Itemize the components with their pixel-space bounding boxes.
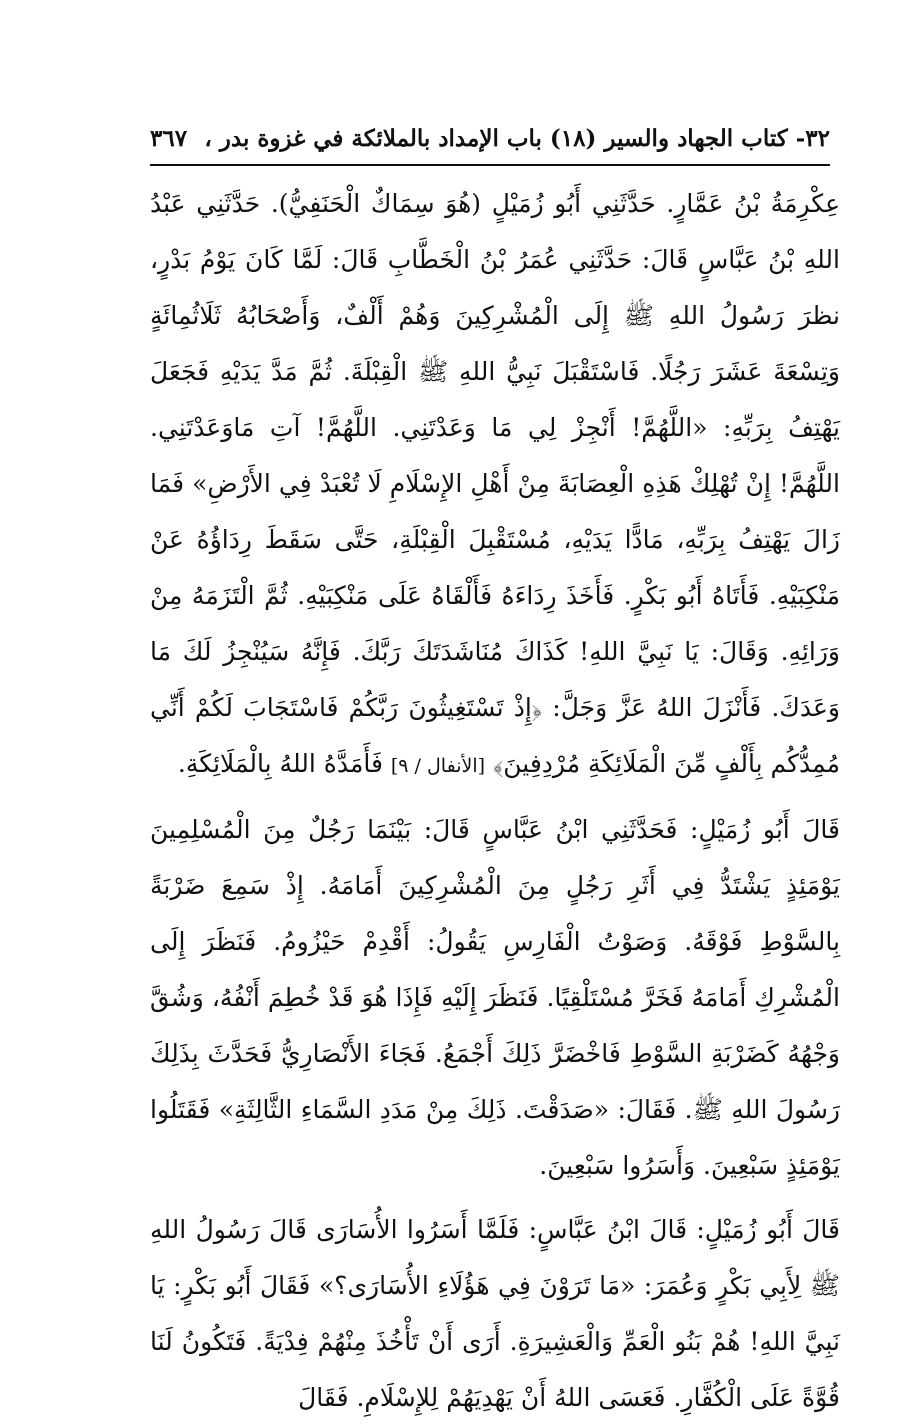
hadith-text (150, 176, 840, 1426)
paragraph-3: قَالَ أَبُو زُمَيْلٍ: قَالَ ابْنُ عَبَّاسٍ: فَلَمَّا أَسَرُوا الأُسَارَى قَالَ رَسُولُ اللهِ ﷺ لِأَبِي بَكْرٍ وَعُمَرَ: «مَا تَرَوْنَ فِي هَؤُلَاءِ الأُسَارَى؟» فَقَالَ أَبُو بَكْرٍ: يَا نَبِيَّ اللهِ! هُمْ بَنُو الْعَمِّ وَالْعَشِيرَةِ. أَرَى أَنْ تَأْخُذَ مِنْهُمْ فِدْيَةً. فَتَكُونُ لَنَا قُوَّةً عَلَى الْكُفَّارِ. فَعَسَى اللهُ أَنْ يَهْدِيَهُمْ لِلإِسْلَامِ. فَقَالَ (150, 1215, 840, 1412)
paragraph-1-ending: فَأَمَدَّهُ اللهُ بِالْمَلَائِكَةِ. (177, 749, 383, 778)
running-header (150, 118, 830, 158)
quran-verse: ﴿إِذْ تَسْتَغِيثُونَ رَبَّكُمْ فَاسْتَجَابَ لَكُمْ أَنِّي مُمِدُّكُم بِأَلْفٍ مِّنَ الْمَلَائِكَةِ مُرْدِفِينَ﴾ (150, 693, 840, 778)
chapter-title: ٣٢- كتاب الجهاد والسير (١٨) باب الإمداد بالملائكة في غزوة بدر ، (204, 124, 830, 152)
paragraph-2: قَالَ أَبُو زُمَيْلٍ: فَحَدَّثَنِي ابْنُ عَبَّاسٍ قَالَ: بَيْنَمَا رَجُلٌ مِنَ الْمُسْلِمِينَ يَوْمَئِذٍ يَشْتَدُّ فِي أَثَرِ رَجُلٍ مِنَ الْمُشْرِكِينَ أَمَامَهُ. إِذْ سَمِعَ ضَرْبَةً بِالسَّوْطِ فَوْقَهُ. وَصَوْتُ الْفَارِسِ يَقُولُ: أَقْدِمْ حَيْزُومُ. فَنَظَرَ إِلَى الْمُشْرِكِ أَمَامَهُ فَخَرَّ مُسْتَلْقِيًا. فَنَظَرَ إِلَيْهِ فَإِذَا هُوَ قَدْ خُطِمَ أَنْفُهُ، وَشُقَّ وَجْهُهُ كَضَرْبَةِ السَّوْطِ فَاخْضَرَّ ذَلِكَ أَجْمَعُ. فَجَاءَ الأَنْصَارِيُّ فَحَدَّثَ بِذَلِكَ رَسُولَ اللهِ ﷺ. فَقَالَ: «صَدَقْتَ. ذَلِكَ مِنْ مَدَدِ السَّمَاءِ الثَّالِثَةِ» فَقَتَلُوا يَوْمَئِذٍ سَبْعِينَ. وَأَسَرُوا سَبْعِينَ. (150, 815, 840, 1180)
header-divider (150, 164, 830, 166)
quran-reference: [الأنفال / ٩] (390, 755, 486, 777)
paragraph-1-text: عِكْرِمَةُ بْنُ عَمَّارٍ. حَدَّثَنِي أَبُو زُمَيْلٍ (هُوَ سِمَاكٌ الْحَنَفِيُّ). حَدَّثَنِي عَبْدُ اللهِ بْنُ عَبَّاسٍ قَالَ: حَدَّثَنِي عُمَرُ بْنُ الْخَطَّابِ قَالَ: لَمَّا كَانَ يَوْمُ بَدْرٍ، نظرَ رَسُولُ اللهِ ﷺ إِلَى الْمُشْرِكِينَ وَهُمْ أَلْفٌ، وَأَصْحَابُهُ ثَلَاثُمِائَةٍ وَتِسْعَةَ عَشَرَ رَجُلًا. فَاسْتَقْبَلَ نَبِيُّ اللهِ ﷺ الْقِبْلَةَ. ثُمَّ مَدَّ يَدَيْهِ فَجَعَلَ يَهْتِفُ بِرَبِّهِ: «اللَّهُمَّ! أَنْجِزْ لِي مَا وَعَدْتَنِي. اللَّهُمَّ! آتِ مَاوَعَدْتَنِي. اللَّهُمَّ! إِنْ تُهْلِكْ هَذِهِ الْعِصَابَةَ مِنْ أَهْلِ الإِسْلَامِ لَا تُعْبَدْ فِي الأَرْضِ» فَمَا زَالَ يَهْتِفُ بِرَبِّهِ، مَادًّا يَدَيْهِ، مُسْتَقْبِلَ الْقِبْلَةِ، حَتَّى سَقَطَ رِدَاؤُهُ عَنْ مَنْكِبَيْهِ. فَأَتَاهُ أَبُو بَكْرٍ. فَأَخَذَ رِدَاءَهُ فَأَلْقَاهُ عَلَى مَنْكِبَيْهِ. ثُمَّ الْتَزَمَهُ مِنْ وَرَائِهِ. وَقَالَ: يَا نَبِيَّ اللهِ! كَذَاكَ مُنَاشَدَتَكَ رَبَّكَ. فَإِنَّهُ سَيُنْجِزُ لَكَ مَا وَعَدَكَ. فَأَنْزَلَ اللهُ عَزَّ وَجَلَّ: (150, 189, 840, 722)
paragraph-1 (150, 176, 840, 794)
page-number: ٣٦٧ (150, 124, 188, 152)
